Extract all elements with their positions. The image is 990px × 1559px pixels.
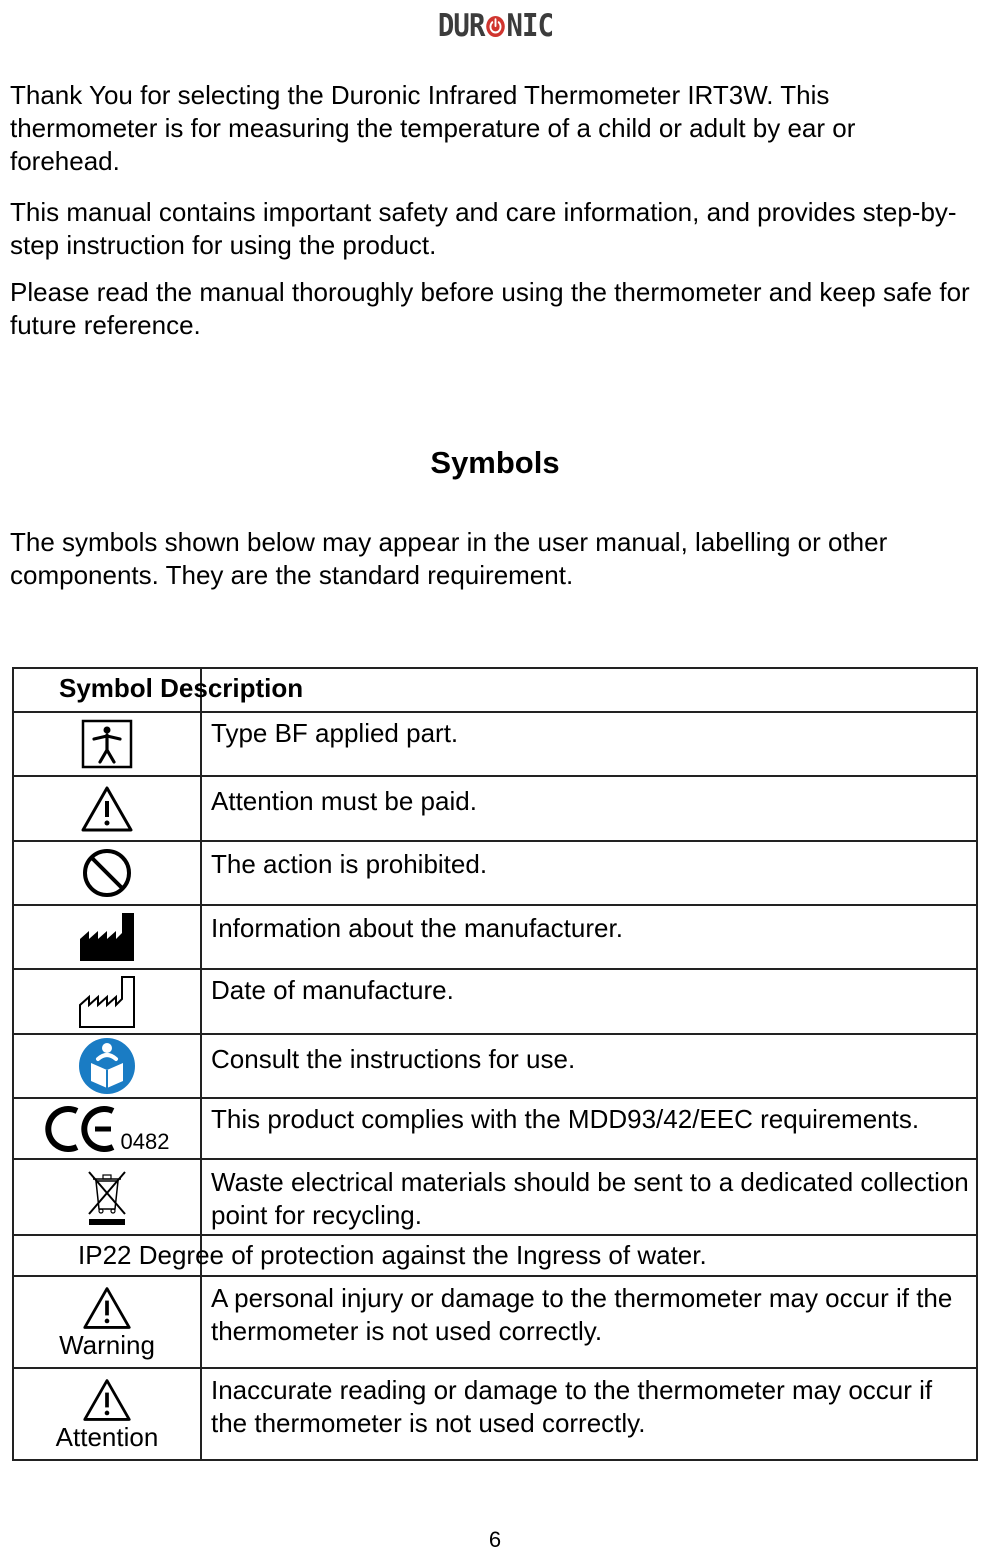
row-description: A personal injury or damage to the thermometer may occur if the thermometer is not used correctly. <box>211 1283 953 1346</box>
table-row <box>14 777 976 842</box>
table-header-row <box>14 669 976 713</box>
row-description: Information about the manufacturer. <box>211 913 623 943</box>
ce-number: 0482 <box>120 1128 170 1154</box>
table-row <box>14 713 976 777</box>
table-row <box>14 1277 976 1369</box>
warning-triangle-icon <box>82 1377 132 1423</box>
prohibited-icon <box>81 847 133 899</box>
table-row <box>14 1160 976 1236</box>
logo-text-right: NIC <box>506 8 553 44</box>
symbols-intro: The symbols shown below may appear in the user manual, labelling or other components. They are the standard requirement. <box>10 527 888 590</box>
table-row <box>14 906 976 970</box>
row-description: This product complies with the MDD93/42/EEC requirements. <box>211 1104 920 1134</box>
row-description: Consult the instructions for use. <box>211 1044 576 1074</box>
warning-triangle-icon <box>82 1285 132 1331</box>
symbols-table <box>12 667 978 1461</box>
duronic-logo <box>0 8 990 44</box>
logo-text-left: DUR <box>437 8 484 44</box>
table-row <box>14 970 976 1035</box>
table-row <box>14 842 976 906</box>
ce-mark-icon <box>45 1105 170 1153</box>
row-description: The action is prohibited. <box>211 849 488 879</box>
table-row <box>14 1035 976 1099</box>
intro-paragraph-3: Please read the manual thoroughly before using the thermometer and keep safe for future reference. <box>10 277 970 340</box>
ip-rating-text: IP22 Degree of protection against the Ingress of water. <box>78 1240 707 1270</box>
table-row <box>14 1099 976 1160</box>
intro-paragraph-2: This manual contains important safety and care information, and provides step-by-step instruction for using the product. <box>10 197 957 260</box>
intro-paragraph-1: Thank You for selecting the Duronic Infrared Thermometer IRT3W. This thermometer is for measuring the temperature of a child or adult by ear or forehead. <box>10 80 856 176</box>
row-description: Inaccurate reading or damage to the thermometer may occur if the thermometer is not used correctly. <box>211 1375 933 1438</box>
row-description: Date of manufacture. <box>211 975 454 1005</box>
page-number: 6 <box>488 1527 502 1552</box>
warning-triangle-icon <box>80 785 134 833</box>
warning-caption: Warning <box>59 1330 155 1360</box>
type-bf-applied-part-icon <box>81 719 133 769</box>
attention-caption: Attention <box>55 1422 159 1452</box>
table-row <box>14 1236 976 1277</box>
row-description: Waste electrical materials should be sent to a dedicated collection point for recycling. <box>211 1167 969 1230</box>
table-row <box>14 1369 976 1459</box>
weee-bin-icon <box>84 1167 130 1227</box>
row-description: Attention must be paid. <box>211 786 477 816</box>
manufacturer-icon <box>78 911 136 963</box>
power-icon <box>485 15 505 38</box>
consult-instructions-icon <box>78 1037 136 1095</box>
table-header: Symbol Description <box>59 673 304 703</box>
date-of-manufacture-icon <box>78 975 136 1029</box>
row-description: Type BF applied part. <box>211 718 459 748</box>
section-title: Symbols <box>430 445 560 480</box>
